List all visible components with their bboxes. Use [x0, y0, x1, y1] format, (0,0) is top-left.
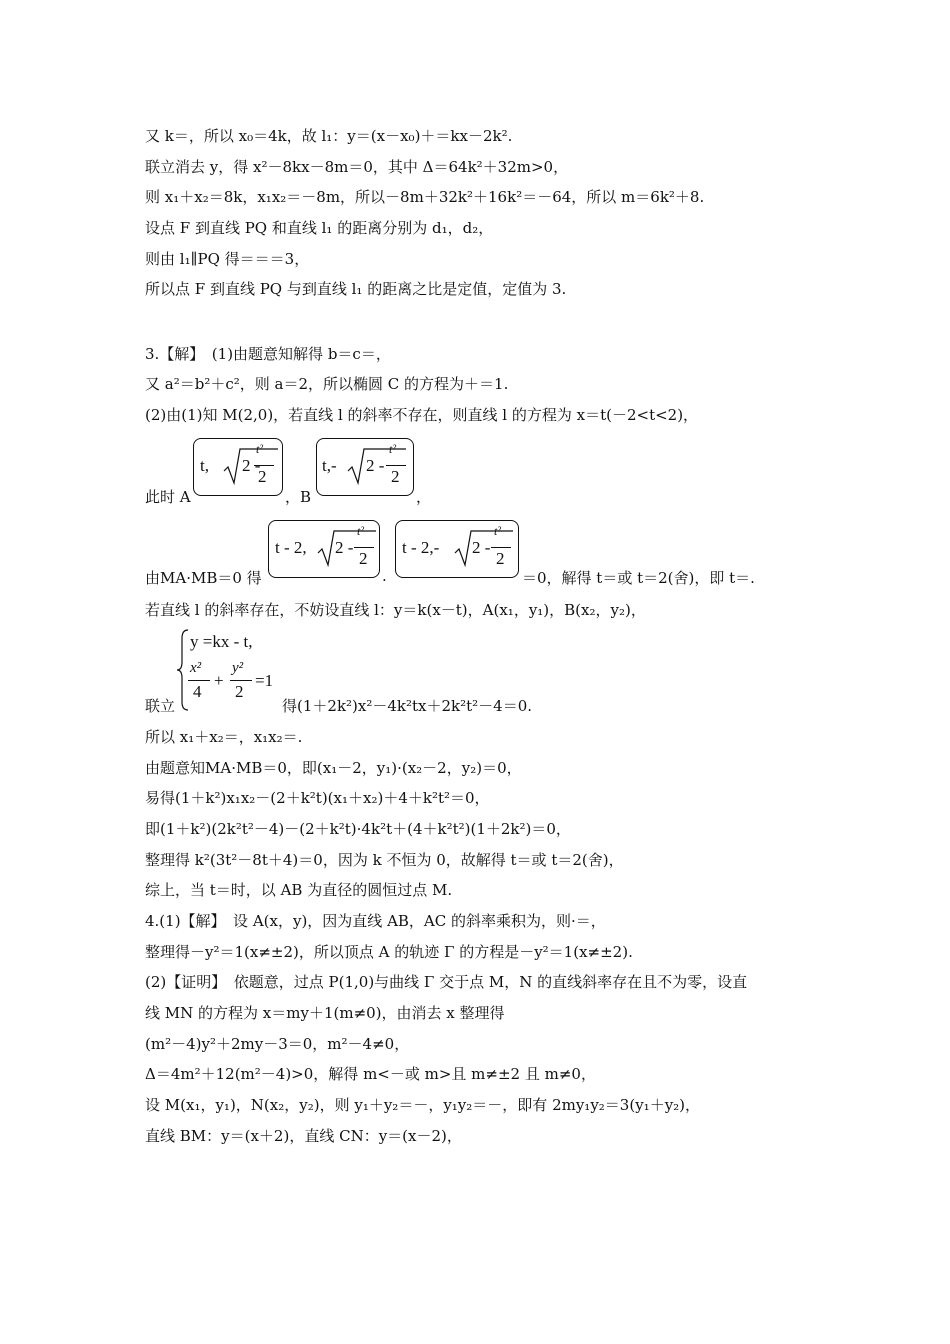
- eq-4: 4: [193, 682, 202, 701]
- text-line: 则由 l₁∥PQ 得＝＝＝3，: [145, 250, 310, 268]
- text-line: 即(1＋k²)(2k²t²－4)－(2＋k²t)·4k²t＋(4＋k²t²)(1＋2k²)＝0，: [145, 820, 571, 838]
- text-line-dot: 由MA·MB＝0 得: [145, 569, 262, 587]
- text-line: 所以点 F 到直线 PQ 与到直线 l₁ 的距离之比是定值，定值为 3.: [145, 280, 567, 298]
- text-line: 又 a²＝b²＋c²，则 a＝2，所以椭圆 C 的方程为＋＝1.: [145, 375, 509, 393]
- frac-den-d: 2: [496, 549, 505, 568]
- text-line: 整理得 k²(3t²－8t＋4)＝0，因为 k 不恒为 0，故解得 t＝或 t＝2(舍)，: [145, 851, 624, 869]
- question-4-header: 4.(1)【解】 设 A(x，y)，因为直线 AB，AC 的斜率乘积为，则·＝，: [145, 912, 606, 930]
- frac-den-a: 2: [258, 467, 267, 486]
- text-line: 设 M(x₁，y₁)，N(x₂，y₂)，则 y₁＋y₂＝－，y₁y₂＝－，即有 2my₁y₂＝3(y₁＋y₂)，: [145, 1096, 701, 1114]
- text-line: (2)由(1)知 M(2,0)，若直线 l 的斜率不存在，则直线 l 的方程为 x＝t(－2<t<2)，: [145, 406, 699, 424]
- equation-line-1: y =kx - t,: [190, 632, 253, 651]
- question-3-header: 3.【解】 (1)由题意知解得 b＝c＝，: [145, 345, 391, 363]
- frac-bar-x: [188, 680, 210, 681]
- text-line-system-suffix: 得(1＋2k²)x²－4k²tx＋2k²t²－4＝0.: [282, 697, 533, 715]
- prefix-a: 此时 A: [145, 488, 191, 506]
- frac-bar-d: [491, 547, 511, 548]
- text-line: 整理得－y²＝1(x≠±2)，所以顶点 A 的轨迹 Γ 的方程是－y²＝1(x≠±2).: [145, 943, 633, 961]
- text-line: 则 x₁＋x₂＝8k，x₁x₂＝－8m，所以－8m＋32k²＋16k²＝－64，所以 m＝6k²＋8.: [145, 188, 705, 206]
- text-line: 联立消去 y，得 x²－8kx－8m＝0，其中 Δ＝64k²＋32m>0，: [145, 158, 569, 176]
- frac-bar-c: [354, 547, 374, 548]
- text-sep-end: ，: [416, 488, 432, 506]
- text-line: 所以 x₁＋x₂＝，x₁x₂＝.: [145, 728, 303, 746]
- eq-equals-1: =1: [255, 671, 274, 690]
- sqrt-body-b: 2 -: [366, 456, 385, 475]
- coord-a-t: t,: [200, 456, 209, 475]
- frac-bar-y: [230, 680, 252, 681]
- text-line: 易得(1＋k²)x₁x₂－(2＋k²t)(x₁＋x₂)＋4＋k²t²＝0，: [145, 789, 490, 807]
- text-line-system: 联立: [145, 697, 176, 715]
- sqrt-body-a: 2 -: [242, 456, 261, 475]
- text-line: 若直线 l 的斜率存在，不妨设直线 l：y＝k(x－t)，A(x₁，y₁)，B(x₂，y₂)，: [145, 601, 646, 619]
- frac-num-c: t²: [357, 524, 364, 538]
- text-sep-b: ，B: [285, 488, 312, 506]
- text-line: 直线 BM：y＝(x＋2)，直线 CN：y＝(x－2)，: [145, 1127, 462, 1145]
- coord-d-t: t - 2,-: [402, 538, 440, 557]
- frac-num-b: t²: [389, 442, 396, 456]
- eq-x2: x²: [190, 660, 202, 676]
- eq-2: 2: [235, 682, 244, 701]
- sqrt-body-c: 2 -: [335, 538, 354, 557]
- text-line: 由题意知MA·MB＝0，即(x₁－2，y₁)·(x₂－2，y₂)＝0，: [145, 759, 522, 777]
- frac-den-c: 2: [359, 549, 368, 568]
- text-line: 设点 F 到直线 PQ 和直线 l₁ 的距离分别为 d₁，d₂，: [145, 219, 494, 237]
- text-line-points: [145, 487, 191, 507]
- coord-c-t: t - 2,: [275, 538, 307, 557]
- text-line: 又 k＝，所以 x₀＝4k，故 l₁：y＝(x－x₀)＋＝kx－2k².: [145, 127, 513, 145]
- eq-plus: +: [214, 671, 224, 690]
- text-line: Δ＝4m²＋12(m²－4)>0，解得 m<－或 m>且 m≠±2 且 m≠0，: [145, 1065, 596, 1083]
- text-line: 综上，当 t＝时，以 AB 为直径的圆恒过点 M.: [145, 881, 453, 899]
- dot-operator: .: [382, 567, 387, 585]
- eq-y2: y²: [232, 660, 244, 676]
- text-line: (2)【证明】 依题意，过点 P(1,0)与曲线 Γ 交于点 M，N 的直线斜率存在且不为零，设直: [145, 973, 748, 991]
- text-line: (m²－4)y²＋2my－3＝0，m²－4≠0，: [145, 1035, 410, 1053]
- brace-icon: [176, 628, 190, 717]
- frac-bar-a: [254, 465, 274, 466]
- frac-den-b: 2: [391, 467, 400, 486]
- coord-b-t: t,-: [322, 456, 337, 475]
- frac-num-a: t²: [256, 442, 263, 456]
- sqrt-body-d: 2 -: [472, 538, 491, 557]
- text-line-dot-suffix: ＝0，解得 t＝或 t＝2(舍)，即 t＝.: [522, 569, 755, 587]
- text-line: 线 MN 的方程为 x＝my＋1(m≠0)，由消去 x 整理得: [145, 1004, 505, 1022]
- frac-num-d: t²: [494, 524, 501, 538]
- frac-bar-b: [386, 465, 406, 466]
